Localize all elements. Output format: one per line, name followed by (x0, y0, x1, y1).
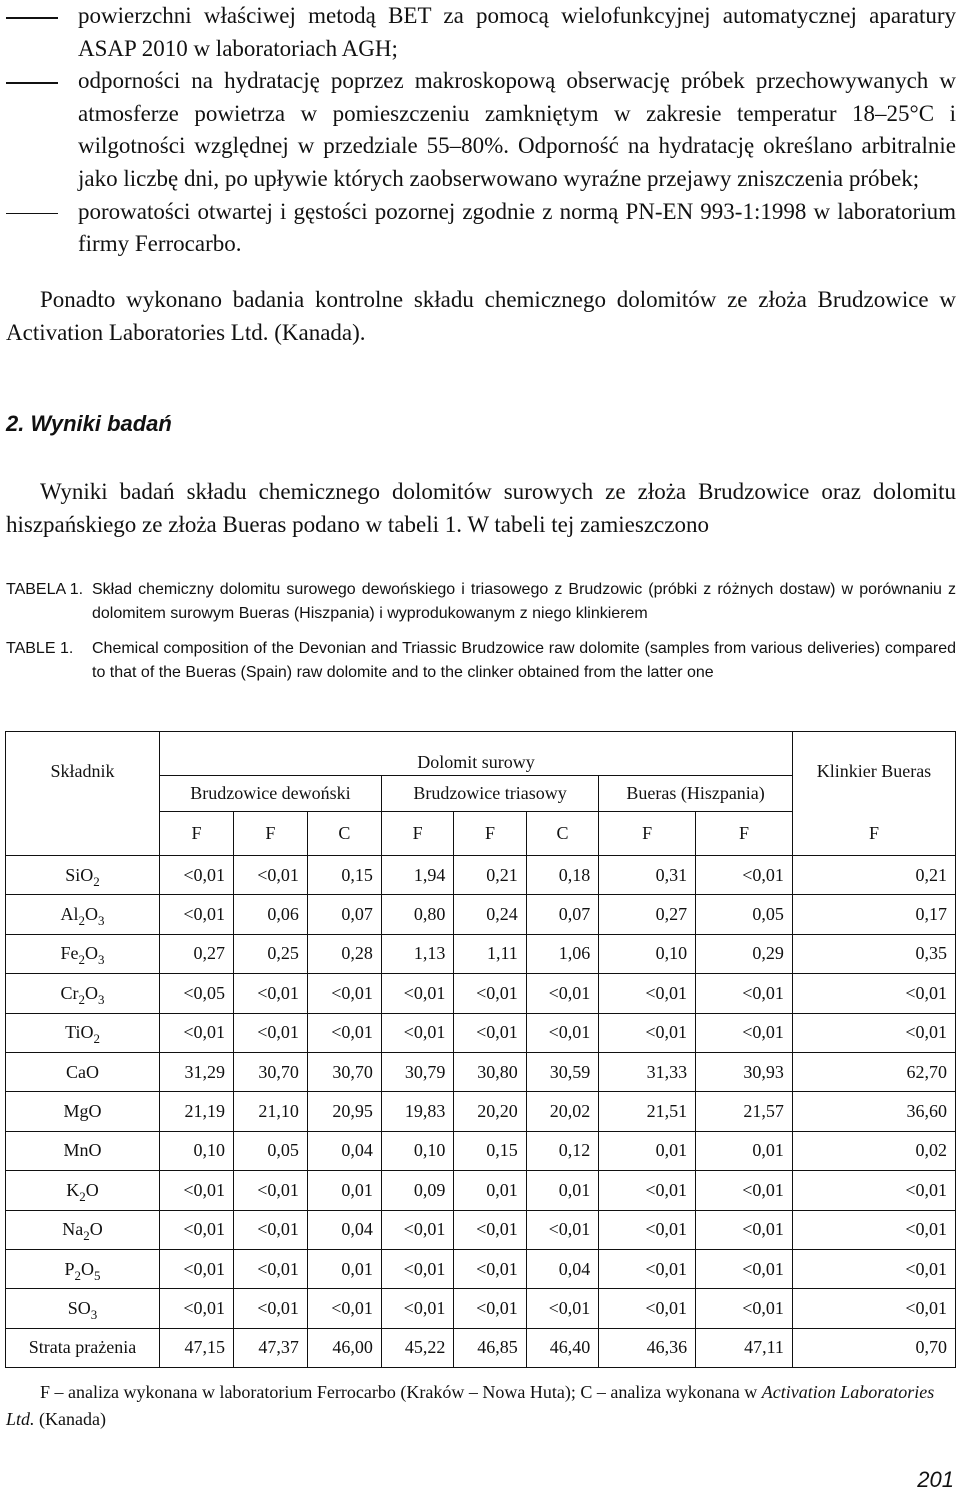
value-cell: <0,01 (160, 1210, 234, 1249)
table-row (6, 1289, 956, 1328)
value-cell: 0,17 (792, 895, 955, 934)
value-cell: 46,00 (307, 1328, 381, 1367)
formula-subscript: 2 (74, 1267, 82, 1283)
formula-part: MnO (63, 1140, 102, 1161)
value-cell: 30,93 (696, 1052, 793, 1091)
value-cell: 0,01 (696, 1131, 793, 1170)
value-cell: 19,83 (381, 1092, 453, 1131)
value-cell: 0,25 (233, 934, 307, 973)
value-cell: <0,01 (792, 1289, 955, 1328)
table-row (6, 934, 956, 973)
value-cell: <0,01 (160, 1289, 234, 1328)
value-cell: <0,01 (696, 1289, 793, 1328)
value-cell: <0,01 (381, 1289, 453, 1328)
value-cell: <0,01 (454, 1289, 526, 1328)
table-footnote (6, 1379, 956, 1433)
value-cell: 0,10 (160, 1131, 234, 1170)
value-cell: <0,01 (454, 1249, 526, 1288)
bullet-item (6, 0, 956, 65)
value-cell: <0,01 (160, 856, 234, 895)
value-cell: 0,28 (307, 934, 381, 973)
table-row (6, 1210, 956, 1249)
component-name (6, 934, 160, 973)
value-cell: 47,37 (233, 1328, 307, 1367)
table-row (6, 856, 956, 895)
value-cell: 0,31 (599, 856, 696, 895)
table-row (6, 1249, 956, 1288)
value-cell: 0,15 (307, 856, 381, 895)
component-name (6, 1092, 160, 1131)
lab-code: C (307, 812, 381, 856)
value-cell: <0,01 (599, 974, 696, 1013)
value-cell: <0,01 (233, 856, 307, 895)
composition-table (5, 731, 956, 1368)
lab-code: F (454, 812, 526, 856)
bullet-text: odporności na hydratację poprzez makroskopową obserwację próbek przechowywanych w atmosferze powietrza w pomieszczeniu zamkniętym w zakresie temperatur 18–25°C i wilgotności względnej w przedziale 55–80%. Odporność na hydratację określano arbitralnie jako liczbę dni, po upływie których zaobserwowano wyraźne przejawy zniszczenia próbek; (78, 68, 956, 191)
value-cell: 0,24 (454, 895, 526, 934)
formula-part: K (66, 1179, 80, 1200)
caption-text: Skład chemiczny dolomitu surowego dewońskiego i triasowego z Brudzowic (próbki z różnych dostaw) w porównaniu z dolomitem surowym Bueras (Hiszpania) i wyprodukowanym z niego klinkierem (92, 581, 956, 622)
formula-subscript: 2 (93, 1031, 100, 1047)
dash-icon (6, 213, 58, 215)
value-cell: 0,18 (526, 856, 598, 895)
lab-code: F (160, 812, 234, 856)
component-name (6, 1052, 160, 1091)
value-cell: <0,01 (526, 1013, 598, 1052)
value-cell: <0,01 (233, 1249, 307, 1288)
lab-code: C (526, 812, 598, 856)
table-row (6, 1328, 956, 1367)
value-cell: 0,10 (599, 934, 696, 973)
formula-part: Fe (60, 943, 79, 964)
footnote-italic: Activation Laboratories Ltd. (6, 1382, 935, 1429)
formula-subscript: 2 (83, 1228, 90, 1244)
value-cell: <0,01 (233, 1171, 307, 1210)
formula-part: Strata prażenia (28, 1337, 137, 1358)
lab-code: F (233, 812, 307, 856)
value-cell: <0,01 (792, 1013, 955, 1052)
value-cell: 0,09 (381, 1171, 453, 1210)
formula-subscript: 3 (98, 913, 105, 929)
formula-subscript: 2 (78, 991, 86, 1007)
value-cell: 31,29 (160, 1052, 234, 1091)
lab-code: F (696, 812, 793, 856)
value-cell: <0,01 (792, 1171, 955, 1210)
value-cell: 1,94 (381, 856, 453, 895)
bullet-item (6, 196, 956, 261)
table-caption-en (6, 637, 956, 685)
header-skladnik: Składnik (6, 732, 160, 812)
value-cell: 0,35 (792, 934, 955, 973)
value-cell: <0,01 (454, 1013, 526, 1052)
value-cell: <0,01 (696, 856, 793, 895)
formula-part: O (85, 943, 99, 964)
component-name (6, 1328, 160, 1367)
caption-text: Chemical composition of the Devonian and Triassic Brudzowice raw dolomite (samples from various deliveries) compared to that of the Bueras (Spain) raw dolomite and to the clinker obtained from the latter one (92, 640, 956, 681)
paragraph-text: Wyniki badań składu chemicznego dolomitów surowych ze złoża Brudzowice oraz dolomitu hiszpańskiego ze złoża Bueras podano w tabeli 1. W tabeli tej zamieszczono (6, 479, 956, 537)
value-cell: 0,04 (307, 1210, 381, 1249)
dash-icon (6, 17, 58, 19)
value-cell: 46,36 (599, 1328, 696, 1367)
component-name (6, 1249, 160, 1288)
caption-label: TABELA 1. (6, 581, 84, 598)
formula-part: Cr (60, 982, 79, 1003)
value-cell: <0,01 (381, 1249, 453, 1288)
value-cell: 0,12 (526, 1131, 598, 1170)
value-cell: 21,19 (160, 1092, 234, 1131)
value-cell: <0,01 (233, 1210, 307, 1249)
paragraph-results (6, 476, 956, 541)
section-heading: 2. Wyniki badań (6, 411, 172, 436)
value-cell: 0,15 (454, 1131, 526, 1170)
bullet-text: powierzchni właściwej metodą BET za pomocą wielofunkcyjnej automatycznej aparatury ASAP 2010 w laboratoriach AGH; (78, 3, 956, 61)
value-cell: 21,10 (233, 1092, 307, 1131)
value-cell: 21,57 (696, 1092, 793, 1131)
value-cell: 21,51 (599, 1092, 696, 1131)
value-cell: 30,70 (307, 1052, 381, 1091)
value-cell: <0,01 (792, 974, 955, 1013)
value-cell: <0,01 (381, 974, 453, 1013)
header-klinkier-bueras: Klinkier Bueras (792, 732, 955, 812)
value-cell: <0,01 (696, 1249, 793, 1288)
value-cell: 62,70 (792, 1052, 955, 1091)
value-cell: <0,01 (307, 1289, 381, 1328)
formula-subscript: 2 (79, 1188, 86, 1204)
value-cell: 0,06 (233, 895, 307, 934)
component-name (6, 1210, 160, 1249)
value-cell: <0,01 (696, 974, 793, 1013)
header-bueras-hiszpania: Bueras (Hiszpania) (599, 776, 793, 812)
value-cell: 30,79 (381, 1052, 453, 1091)
formula-subscript: 3 (98, 991, 105, 1007)
formula-part: O (85, 1179, 99, 1200)
value-cell: <0,01 (599, 1289, 696, 1328)
paragraph-activation-labs (6, 284, 956, 349)
value-cell: <0,01 (599, 1013, 696, 1052)
value-cell: <0,01 (526, 1210, 598, 1249)
value-cell: <0,01 (160, 1249, 234, 1288)
value-cell: 0,80 (381, 895, 453, 934)
value-cell: 45,22 (381, 1328, 453, 1367)
formula-subscript: 2 (78, 952, 86, 968)
table-row (6, 1171, 956, 1210)
formula-subscript: 2 (78, 913, 86, 929)
value-cell: <0,01 (454, 974, 526, 1013)
value-cell: <0,01 (160, 1013, 234, 1052)
formula-part: O (85, 982, 99, 1003)
header-dolomit-surowy: Dolomit surowy (160, 732, 793, 776)
footnote-text-end: (Kanada) (34, 1409, 106, 1429)
table-row (6, 895, 956, 934)
table-row (6, 1013, 956, 1052)
lab-code: F (381, 812, 453, 856)
value-cell: 0,04 (526, 1249, 598, 1288)
value-cell: 0,27 (599, 895, 696, 934)
value-cell: <0,01 (696, 1171, 793, 1210)
value-cell: 0,01 (307, 1249, 381, 1288)
page-number: 201 (917, 1467, 954, 1492)
value-cell: 0,21 (454, 856, 526, 895)
value-cell: 20,95 (307, 1092, 381, 1131)
value-cell: 30,70 (233, 1052, 307, 1091)
component-name (6, 1013, 160, 1052)
value-cell: 0,04 (307, 1131, 381, 1170)
value-cell: 20,02 (526, 1092, 598, 1131)
value-cell: 30,80 (454, 1052, 526, 1091)
value-cell: <0,01 (233, 1013, 307, 1052)
value-cell: 31,33 (599, 1052, 696, 1091)
value-cell: <0,01 (526, 974, 598, 1013)
value-cell: 0,05 (696, 895, 793, 934)
lab-code: F (792, 812, 955, 856)
value-cell: 0,01 (599, 1131, 696, 1170)
formula-part: CaO (66, 1061, 100, 1082)
value-cell: 1,11 (454, 934, 526, 973)
header-empty-cell (6, 812, 160, 856)
formula-part: Al (60, 904, 79, 925)
formula-part: Na (62, 1219, 84, 1240)
value-cell: 0,02 (792, 1131, 955, 1170)
value-cell: <0,05 (160, 974, 234, 1013)
value-cell: <0,01 (599, 1249, 696, 1288)
value-cell: 0,05 (233, 1131, 307, 1170)
value-cell: <0,01 (307, 974, 381, 1013)
value-cell: <0,01 (454, 1210, 526, 1249)
dash-icon (6, 82, 58, 84)
value-cell: <0,01 (381, 1013, 453, 1052)
value-cell: <0,01 (599, 1210, 696, 1249)
component-name (6, 1131, 160, 1170)
value-cell: <0,01 (160, 1171, 234, 1210)
value-cell: <0,01 (792, 1249, 955, 1288)
caption-label: TABLE 1. (6, 640, 74, 657)
value-cell: 0,01 (454, 1171, 526, 1210)
value-cell: 0,07 (526, 895, 598, 934)
value-cell: 36,60 (792, 1092, 955, 1131)
value-cell: <0,01 (696, 1210, 793, 1249)
value-cell: 47,15 (160, 1328, 234, 1367)
bullet-list (6, 0, 956, 261)
table-caption-pl (6, 578, 956, 626)
component-name (6, 856, 160, 895)
header-brudzowice-triasowy: Brudzowice triasowy (381, 776, 598, 812)
value-cell: 46,40 (526, 1328, 598, 1367)
formula-subscript: 5 (94, 1267, 101, 1283)
lab-code: F (599, 812, 696, 856)
value-cell: 1,13 (381, 934, 453, 973)
value-cell: 46,85 (454, 1328, 526, 1367)
value-cell: 0,01 (526, 1171, 598, 1210)
value-cell: <0,01 (307, 1013, 381, 1052)
value-cell: <0,01 (381, 1210, 453, 1249)
value-cell: <0,01 (526, 1289, 598, 1328)
component-name (6, 1289, 160, 1328)
value-cell: 47,11 (696, 1328, 793, 1367)
value-cell: 0,07 (307, 895, 381, 934)
component-name (6, 974, 160, 1013)
footnote-text: F – analiza wykonana w laboratorium Ferrocarbo (Kraków – Nowa Huta); C – analiza wykonana w (40, 1382, 762, 1402)
component-name (6, 895, 160, 934)
paragraph-text: Ponadto wykonano badania kontrolne składu chemicznego dolomitów ze złoża Brudzowice w Activation Laboratories Ltd. (Kanada). (6, 287, 956, 345)
bullet-item (6, 65, 956, 195)
formula-subscript: 2 (93, 873, 100, 889)
value-cell: <0,01 (599, 1171, 696, 1210)
table-row (6, 974, 956, 1013)
value-cell: 1,06 (526, 934, 598, 973)
formula-part: O (85, 904, 99, 925)
table-body (6, 856, 956, 1368)
formula-part: P (64, 1258, 75, 1279)
formula-part: TiO (65, 1022, 94, 1043)
formula-part: MgO (63, 1101, 102, 1122)
value-cell: <0,01 (696, 1013, 793, 1052)
table-row (6, 1092, 956, 1131)
formula-subscript: 3 (98, 952, 105, 968)
value-cell: 0,21 (792, 856, 955, 895)
component-name (6, 1171, 160, 1210)
formula-part: SO (67, 1297, 91, 1318)
value-cell: 0,10 (381, 1131, 453, 1170)
table-row (6, 1052, 956, 1091)
formula-part: O (81, 1258, 95, 1279)
value-cell: <0,01 (233, 974, 307, 1013)
value-cell: 0,29 (696, 934, 793, 973)
table-row (6, 1131, 956, 1170)
bullet-text: porowatości otwartej i gęstości pozornej zgodnie z normą PN-EN 993-1:1998 w laboratorium firmy Ferrocarbo. (78, 198, 956, 257)
value-cell: 30,59 (526, 1052, 598, 1091)
formula-part: SiO (65, 864, 94, 885)
formula-subscript: 3 (90, 1306, 98, 1322)
value-cell: <0,01 (792, 1210, 955, 1249)
value-cell: 0,27 (160, 934, 234, 973)
header-brudzowice-dewonski: Brudzowice dewoński (160, 776, 382, 812)
value-cell: <0,01 (233, 1289, 307, 1328)
value-cell: 20,20 (454, 1092, 526, 1131)
value-cell: 0,01 (307, 1171, 381, 1210)
value-cell: <0,01 (160, 895, 234, 934)
value-cell: 0,70 (792, 1328, 955, 1367)
formula-part: O (89, 1219, 103, 1240)
